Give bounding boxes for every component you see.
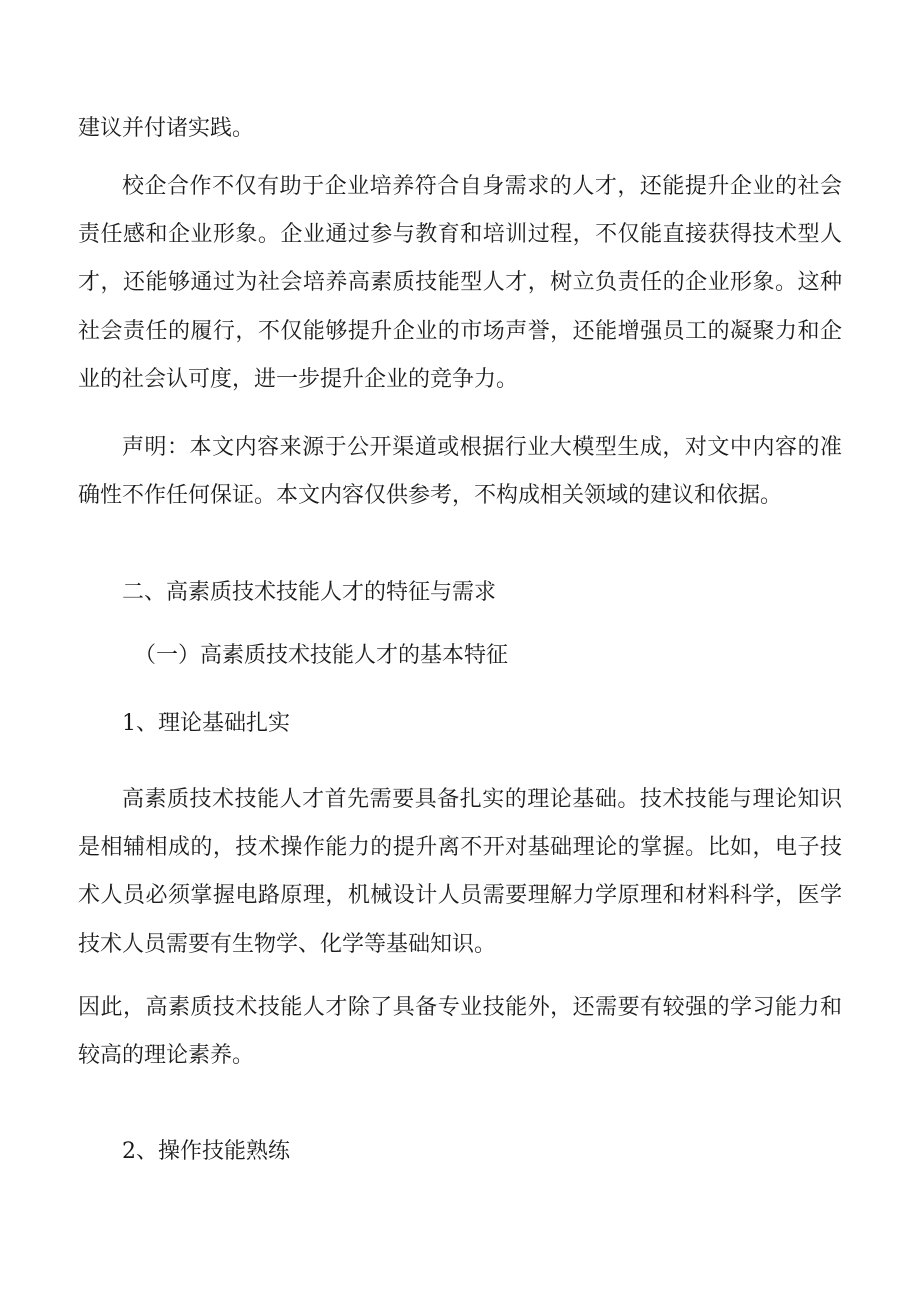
subsection-heading: （一）高素质技术技能人才的基本特征 — [134, 643, 509, 668]
disclaimer-paragraph: 声明：本文内容来源于公开渠道或根据行业大模型生成，对文中内容的准确性不作任何保证。本文内容仅供参考，不构成相关领域的建议和依据。 — [78, 435, 842, 509]
continuation-paragraph: 建议并付诸实践。 — [78, 116, 255, 141]
therefore-paragraph: 因此，高素质技术技能人才除了具备专业技能外，还需要有较强的学习能力和较高的理论素养。 — [78, 995, 842, 1069]
item-heading-2: 2、操作技能熟练 — [122, 1139, 290, 1164]
item-heading-1: 1、理论基础扎实 — [122, 711, 290, 736]
theory-paragraph: 高素质技术技能人才首先需要具备扎实的理论基础。技术技能与理论知识是相辅相成的，技术操作能力的提升离不开对基础理论的掌握。比如，电子技术人员必须掌握电路原理，机械设计人员需要理解力学原理和材料科学，医学技术人员需要有生物学、化学等基础知识。 — [78, 787, 842, 957]
school-enterprise-paragraph: 校企合作不仅有助于企业培养符合自身需求的人才，还能提升企业的社会责任感和企业形象。企业通过参与教育和培训过程，不仅能直接获得技术型人才，还能够通过为社会培养高素质技能型人才，树立负责任的企业形象。这种社会责任的履行，不仅能够提升企业的市场声誉，还能增强员工的凝聚力和企业的社会认可度，进一步提升企业的竞争力。 — [78, 174, 842, 392]
section-heading: 二、高素质技术技能人才的特征与需求 — [122, 580, 497, 605]
